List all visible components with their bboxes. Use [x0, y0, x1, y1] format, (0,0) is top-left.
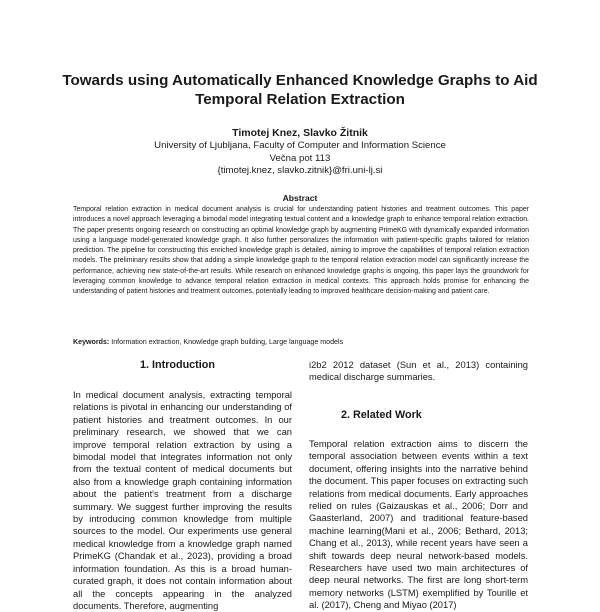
- keywords-label: Keywords:: [73, 338, 110, 346]
- introduction-heading: 1. Introduction: [140, 359, 215, 371]
- keywords-line: [73, 337, 529, 347]
- introduction-text: In medical document analysis, extracting temporal relations is pivotal in enhancing our understanding of patient histories and treatment outcomes. In our preliminary research, we showed that we can improve temporal relation extraction by using a bimodal model that integrates information not only from the textual content of medical documents but also from a knowledge graph containing information about the patient's treatment from a discharge summary. We suggest further improving the results by introducing common knowledge from multiple sources to the model. Our experiments use general medical knowledge from a knowledge graph named PrimeKG (Chandak et al., 2023), providing a broad information foundation. As this is a broad human-curated graph, it does not contain information about all the concepts appearing in the analyzed documents. Therefore, augmenting: [73, 390, 292, 611]
- abstract-heading: Abstract: [282, 193, 318, 203]
- related-work-heading: 2. Related Work: [341, 409, 422, 421]
- affiliation-block: [40, 140, 560, 178]
- affiliation-emails: {timotej.knez, slavko.zitnik}@fri.uni-lj.si: [217, 165, 383, 176]
- affiliation-institution: University of Ljubljana, Faculty of Computer and Information Science: [154, 140, 446, 151]
- affiliation-address: Večna pot 113: [269, 152, 331, 164]
- paper-authors: Timotej Knez, Slavko Žitnik: [232, 127, 368, 139]
- related-work-text: Temporal relation extraction aims to discern the temporal association between events within a text document, offering insights into the narrative behind the document. This paper focuses on extracting such relations from medical documents. Early approaches relied on rules (Gaizauskas et al., 2006; Dorr and Gaasterland, 2007) and traditional feature-based machine learning(Mani et al., 2006; Bethard, 2013; Chang et al., 2013), while recent years have seen a shift towards deep neural network-based models. Researchers have used two main architectures of deep neural networks. The first are long short-term memory networks (LSTM) exemplified by Tourille et al. (2017), Cheng and Miyao (2017): [309, 439, 529, 611]
- paper-title: Towards using Automatically Enhanced Knowledge Graphs to Aid Temporal Relation Extraction: [62, 72, 538, 108]
- right-column-continuation: i2b2 2012 dataset (Sun et al., 2013) containing medical discharge summaries.: [309, 360, 528, 383]
- keywords-list: Information extraction, Knowledge graph building, Large language models: [111, 338, 344, 346]
- abstract-text: Temporal relation extraction in medical document analysis is crucial for understanding patient histories and treatment outcomes. This paper introduces a novel approach leveraging a bimodal model integrating textual content and a knowledge graph to enhance temporal relation extraction. The paper presents ongoing research on constructing an optimal knowledge graph by augmenting PrimeKG with dynamically expanded information using a language model-generated knowledge graph. It also further personalizes the information with patient-specific graphs tailored for relation prediction. The pipeline for constructing this enriched knowledge graph is detailed, aiming to improve the capabilities of temporal relation extraction models. The preliminary results show that adding a simple knowledge graph to the temporal relation extraction model can significantly increase the performance, achieving new state-of-the-art results. While research on enhanced knowledge graphs is ongoing, this paper lays the groundwork for leveraging common knowledge to advance temporal relation extraction in medical contexts. This approach holds promise for enhancing the understanding of patient histories and treatment outcomes, potentially leading to improved healthcare decision-making and patient care.: [73, 206, 529, 296]
